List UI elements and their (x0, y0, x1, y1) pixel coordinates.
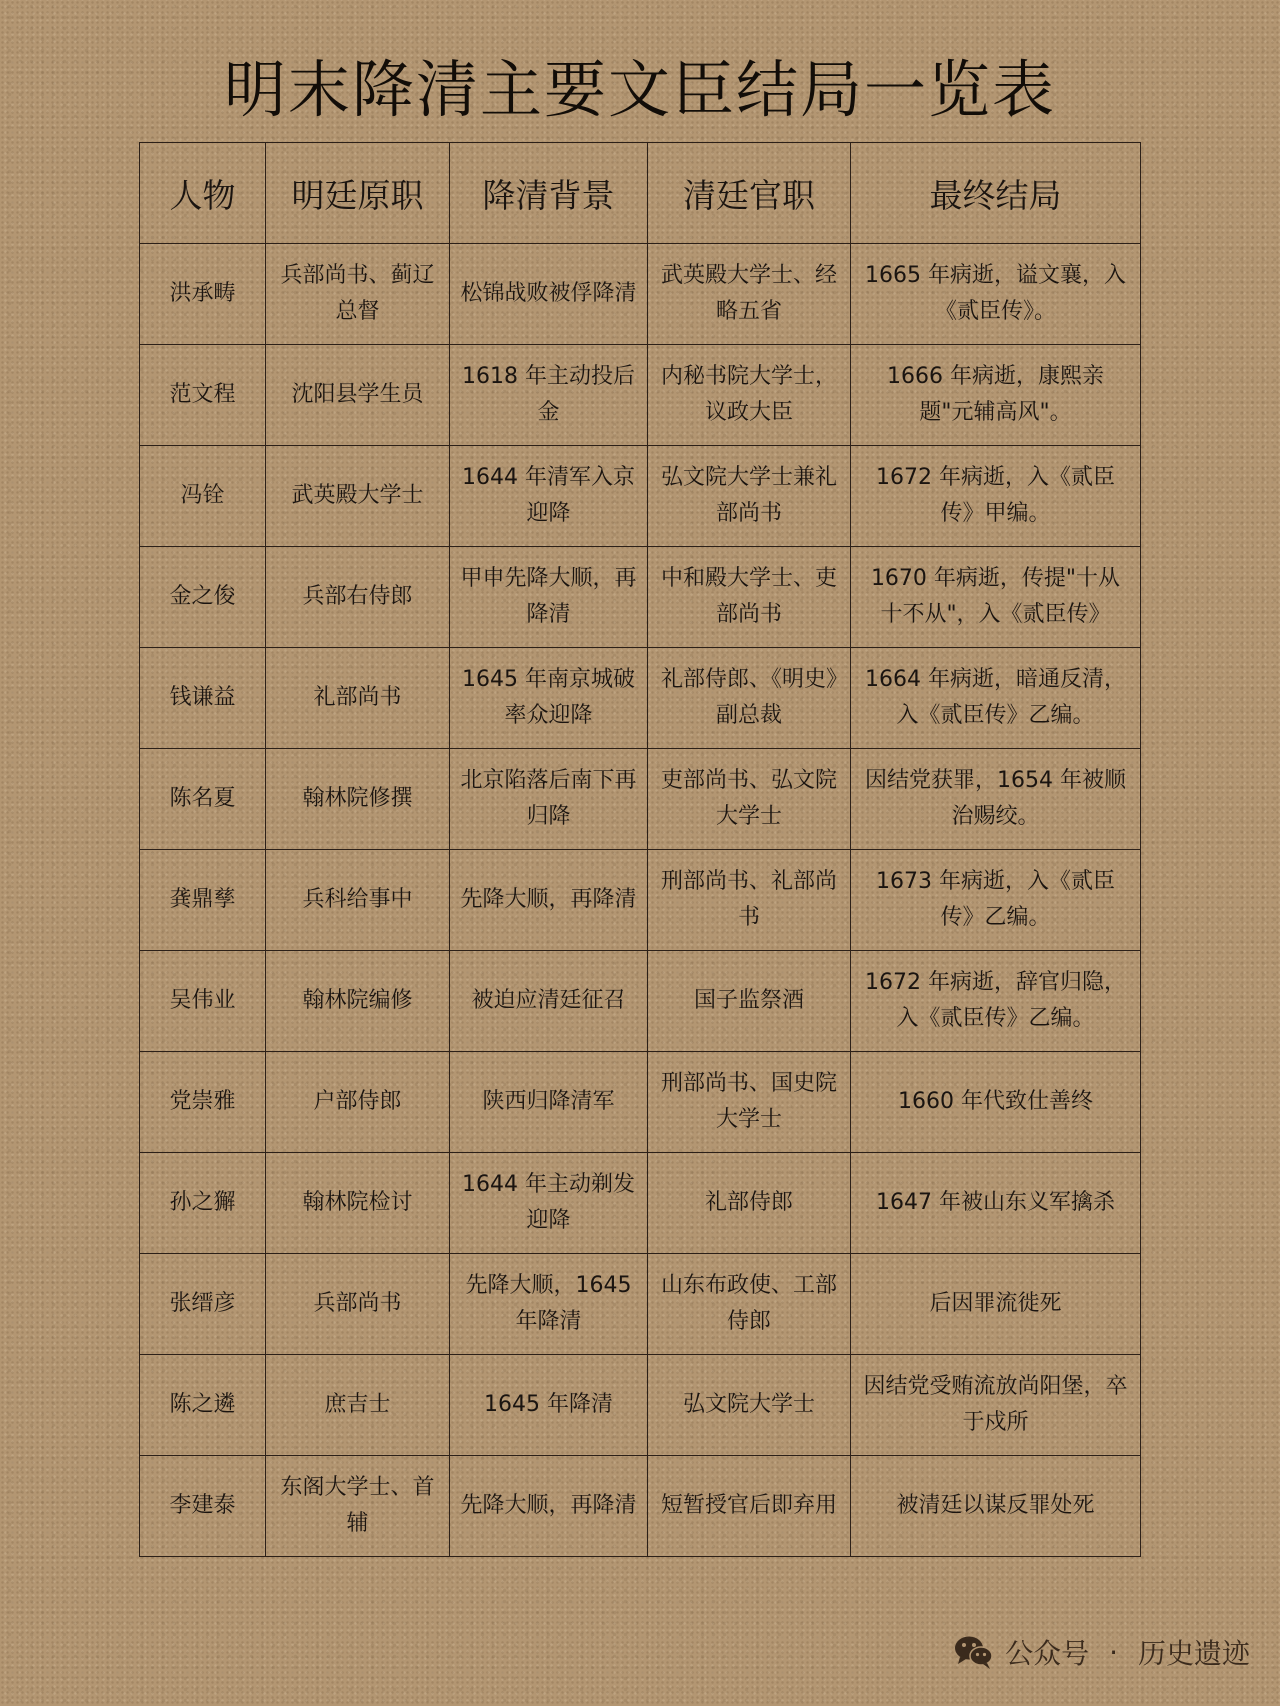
cell-qing-post: 山东布政使、工部侍郎 (648, 1254, 851, 1355)
cell-ming-post: 东阁大学士、首辅 (266, 1456, 450, 1557)
cell-surrender-background: 北京陷落后南下再归降 (450, 749, 648, 850)
official-account-label: 公众号 (1005, 1637, 1090, 1670)
table-row (140, 850, 1141, 951)
cell-person: 金之俊 (140, 547, 266, 648)
table-row (140, 648, 1141, 749)
cell-final-outcome: 1666 年病逝，康熙亲题"元辅高风"。 (851, 345, 1141, 446)
table-row (140, 749, 1141, 850)
cell-qing-post: 武英殿大学士、经略五省 (648, 244, 851, 345)
cell-person: 孙之獬 (140, 1153, 266, 1254)
table-row (140, 1153, 1141, 1254)
cell-person: 陈之遴 (140, 1355, 266, 1456)
cell-qing-post: 吏部尚书、弘文院大学士 (648, 749, 851, 850)
cell-final-outcome: 1665 年病逝，谥文襄，入《贰臣传》。 (851, 244, 1141, 345)
cell-ming-post: 兵部右侍郎 (266, 547, 450, 648)
table-row (140, 446, 1141, 547)
cell-person: 张缙彦 (140, 1254, 266, 1355)
cell-ming-post: 沈阳县学生员 (266, 345, 450, 446)
table-row (140, 547, 1141, 648)
cell-qing-post: 弘文院大学士兼礼部尚书 (648, 446, 851, 547)
cell-ming-post: 礼部尚书 (266, 648, 450, 749)
footer-separator: · (1109, 1635, 1118, 1669)
cell-qing-post: 礼部侍郎 (648, 1153, 851, 1254)
cell-final-outcome: 1647 年被山东义军擒杀 (851, 1153, 1141, 1254)
cell-final-outcome: 因结党受贿流放尚阳堡，卒于戍所 (851, 1355, 1141, 1456)
cell-surrender-background: 1645 年南京城破率众迎降 (450, 648, 648, 749)
cell-surrender-background: 先降大顺，再降清 (450, 850, 648, 951)
cell-surrender-background: 先降大顺，再降清 (450, 1456, 648, 1557)
cell-qing-post: 短暂授官后即弃用 (648, 1456, 851, 1557)
table-header-row (140, 143, 1141, 244)
cell-ming-post: 户部侍郎 (266, 1052, 450, 1153)
cell-surrender-background: 1645 年降清 (450, 1355, 648, 1456)
table-row (140, 1254, 1141, 1355)
cell-final-outcome: 1673 年病逝，入《贰臣传》乙编。 (851, 850, 1141, 951)
column-header-surrender-background: 降清背景 (450, 143, 648, 244)
cell-person: 冯铨 (140, 446, 266, 547)
officials-outcome-table (139, 142, 1141, 1557)
cell-ming-post: 兵科给事中 (266, 850, 450, 951)
cell-ming-post: 翰林院编修 (266, 951, 450, 1052)
cell-person: 范文程 (140, 345, 266, 446)
cell-surrender-background: 1644 年清军入京迎降 (450, 446, 648, 547)
cell-ming-post: 翰林院修撰 (266, 749, 450, 850)
cell-person: 陈名夏 (140, 749, 266, 850)
cell-surrender-background: 甲申先降大顺，再降清 (450, 547, 648, 648)
cell-ming-post: 翰林院检讨 (266, 1153, 450, 1254)
cell-person: 洪承畴 (140, 244, 266, 345)
page-title: 明末降清主要文臣结局一览表 (223, 53, 1056, 126)
cell-final-outcome: 1660 年代致仕善终 (851, 1052, 1141, 1153)
table-row (140, 951, 1141, 1052)
cell-final-outcome: 1672 年病逝，入《贰臣传》甲编。 (851, 446, 1141, 547)
column-header-qing-post: 清廷官职 (648, 143, 851, 244)
cell-final-outcome: 后因罪流徙死 (851, 1254, 1141, 1355)
table-row (140, 345, 1141, 446)
official-account-name: 历史遗迹 (1137, 1637, 1250, 1670)
table-row (140, 1456, 1141, 1557)
cell-qing-post: 内秘书院大学士，议政大臣 (648, 345, 851, 446)
cell-person: 党崇雅 (140, 1052, 266, 1153)
cell-ming-post: 武英殿大学士 (266, 446, 450, 547)
cell-final-outcome: 因结党获罪，1654 年被顺治赐绞。 (851, 749, 1141, 850)
column-header-person: 人物 (140, 143, 266, 244)
cell-surrender-background: 1644 年主动剃发迎降 (450, 1153, 648, 1254)
cell-qing-post: 礼部侍郎、《明史》副总裁 (648, 648, 851, 749)
wechat-icon (953, 1634, 995, 1670)
cell-surrender-background: 1618 年主动投后金 (450, 345, 648, 446)
cell-person: 李建泰 (140, 1456, 266, 1557)
cell-ming-post: 兵部尚书 (266, 1254, 450, 1355)
cell-final-outcome: 1672 年病逝，辞官归隐，入《贰臣传》乙编。 (851, 951, 1141, 1052)
cell-qing-post: 刑部尚书、礼部尚书 (648, 850, 851, 951)
cell-final-outcome: 1664 年病逝，暗通反清，入《贰臣传》乙编。 (851, 648, 1141, 749)
cell-qing-post: 刑部尚书、国史院大学士 (648, 1052, 851, 1153)
cell-final-outcome: 被清廷以谋反罪处死 (851, 1456, 1141, 1557)
table-row (140, 1052, 1141, 1153)
cell-ming-post: 兵部尚书、蓟辽总督 (266, 244, 450, 345)
cell-surrender-background: 被迫应清廷征召 (450, 951, 648, 1052)
cell-person: 吴伟业 (140, 951, 266, 1052)
footer-attribution (953, 1630, 1250, 1674)
column-header-final-outcome: 最终结局 (851, 143, 1141, 244)
cell-ming-post: 庶吉士 (266, 1355, 450, 1456)
cell-final-outcome: 1670 年病逝，传提"十从十不从"，入《贰臣传》 (851, 547, 1141, 648)
cell-surrender-background: 先降大顺，1645 年降清 (450, 1254, 648, 1355)
cell-person: 钱谦益 (140, 648, 266, 749)
cell-qing-post: 国子监祭酒 (648, 951, 851, 1052)
cell-person: 龚鼎孳 (140, 850, 266, 951)
column-header-ming-post: 明廷原职 (266, 143, 450, 244)
cell-surrender-background: 陕西归降清军 (450, 1052, 648, 1153)
cell-qing-post: 中和殿大学士、吏部尚书 (648, 547, 851, 648)
cell-surrender-background: 松锦战败被俘降清 (450, 244, 648, 345)
cell-qing-post: 弘文院大学士 (648, 1355, 851, 1456)
table-row (140, 244, 1141, 345)
table-row (140, 1355, 1141, 1456)
